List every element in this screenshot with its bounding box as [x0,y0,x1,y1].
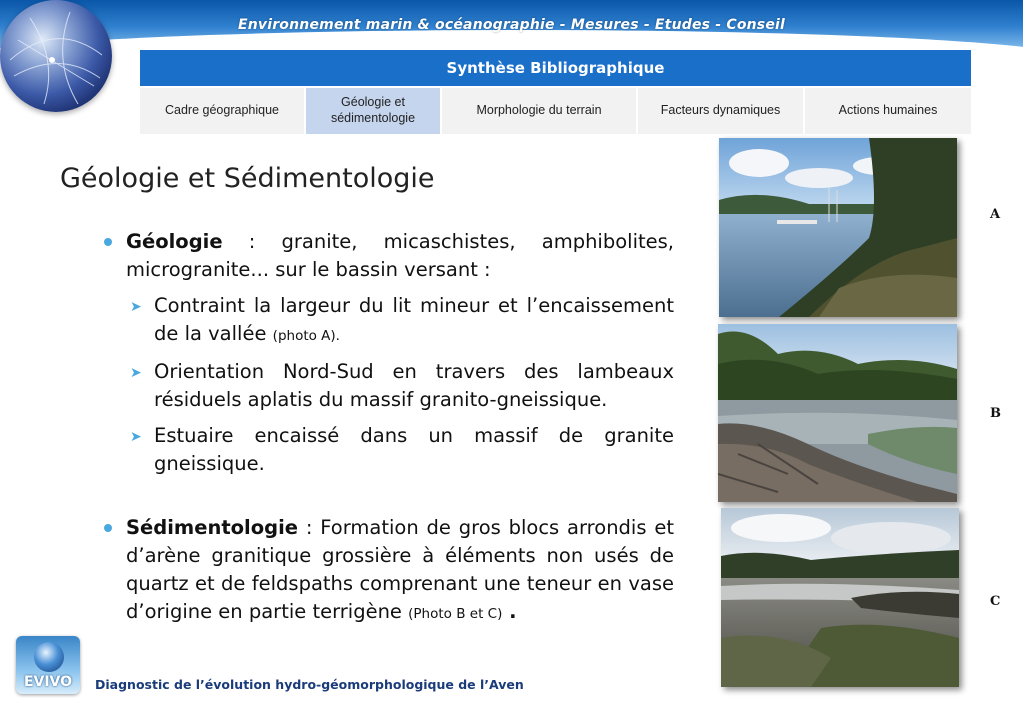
section-title-bar: Synthèse Bibliographique [140,50,971,86]
photo-label-c: C [990,594,1001,609]
nav-tabs [140,88,971,134]
sentence-end: . [502,600,517,623]
bullet-dot [104,524,112,532]
arrow-bullet-icon: ➤ [130,299,142,315]
tab-actions-humaines[interactable]: Actions humaines [805,88,971,134]
sub-point-text: Estuaire encaissé dans un massif de granite gneissique. [154,424,674,475]
photo-label-b: B [990,406,1001,421]
geologie-term: Géologie [126,230,223,253]
content-body [104,228,674,628]
footer-caption: Diagnostic de l’évolution hydro-géomorphologique de l’Aven [95,677,524,692]
photo-c [721,508,959,687]
tab-geologie-sedimentologie[interactable]: Géologie et sédimentologie [306,88,442,134]
geologie-text: : granite, micaschistes, amphibolites, microgranite... sur le bassin versant : [126,230,674,281]
globe-icon [34,642,64,672]
evivo-logo [16,636,80,694]
photo-reference: (Photo B et C) [408,606,503,622]
photo-reference: (photo A). [272,328,340,344]
sub-point [126,292,674,350]
sub-point [126,358,674,414]
page-title: Géologie et Sédimentologie [60,163,435,194]
tab-facteurs-dynamiques[interactable]: Facteurs dynamiques [638,88,805,134]
photo-a [719,138,957,317]
tab-cadre-geographique[interactable]: Cadre géographique [140,88,306,134]
arrow-bullet-icon: ➤ [130,429,142,445]
bullet-geologie [104,228,674,284]
sub-point [126,422,674,478]
sub-point-text: Orientation Nord-Sud en travers des lambeaux résiduels aplatis du massif granito-gneissique. [154,360,674,411]
sub-point-text: Contraint la largeur du lit mineur et l’encaissement de la vallée [154,294,674,345]
logo-text: EVIVO [23,674,73,690]
sedimentologie-text: : Formation de gros blocs arrondis et d’arène granitique grossière à éléments non usés de quartz et de feldspaths comprenant une teneur en vase d’origine en partie terrigène [126,516,674,623]
sedimentologie-term: Sédimentologie [126,516,299,539]
tab-morphologie-terrain[interactable]: Morphologie du terrain [442,88,638,134]
bullet-sedimentologie [104,514,674,628]
header-tagline: Environnement marin & océanographie - Mesures - Etudes - Conseil [237,17,786,33]
photo-b [718,324,957,502]
globe-logo-icon [0,0,112,112]
arrow-bullet-icon: ➤ [130,365,142,381]
photo-label-a: A [990,207,1001,222]
bullet-dot [104,238,112,246]
